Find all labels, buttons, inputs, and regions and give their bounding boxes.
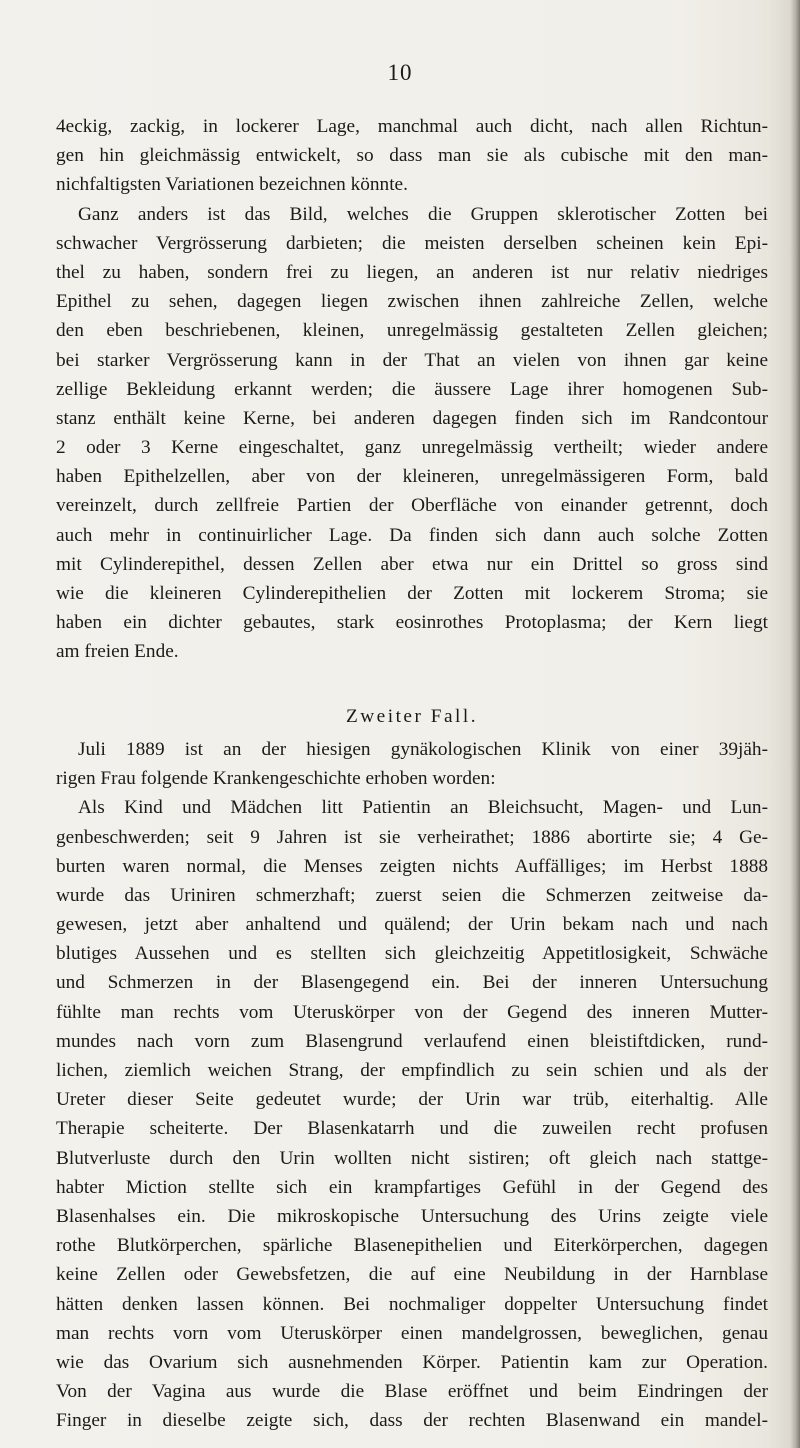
text-line: und Schmerzen in der Blasengegend ein. Bei der inneren Untersuchung [56,972,768,994]
text-line: Ureter dieser Seite gedeutet wurde; der Urin war trüb, eiterhaltig. Alle [56,1089,768,1111]
text-line: haben Epithelzellen, aber von der kleineren, unregelmässigeren Form, bald [56,466,768,488]
text-line: genbeschwerden; seit 9 Jahren ist sie verheirathet; 1886 abortirte sie; 4 Ge- [56,826,768,848]
text-line: Ganz anders ist das Bild, welches die Gruppen sklerotischer Zotten bei [78,203,768,225]
text-line: Epithel zu sehen, dagegen liegen zwischen ihnen zahlreiche Zellen, welche [56,291,768,313]
text-line: thel zu haben, sondern frei zu liegen, an anderen ist nur relativ niedriges [56,261,768,283]
paragraph [56,112,768,200]
text-line: den eben beschriebenen, kleinen, unregelmässig gestalteten Zellen gleichen; [56,320,768,342]
text-line: am freien Ende. [56,641,179,663]
text-line: fühlte man rechts vom Uteruskörper von der Gegend des inneren Mutter- [56,1001,768,1023]
text-line: wie die kleineren Cylinderepithelien der Zotten mit lockerem Stroma; sie [56,583,768,604]
text-line: Als Kind und Mädchen litt Patientin an Bleichsucht, Magen- und Lun- [78,797,768,819]
text-line: Juli 1889 ist an der hiesigen gynäkologischen Klinik von einer 39jäh- [78,738,768,760]
text-line: stanz enthält keine Kerne, bei anderen dagegen finden sich im Randcontour [56,407,768,429]
text-line: 4eckig, zackig, in lockerer Lage, manchmal auch dicht, nach allen Richtun- [56,116,768,137]
blank-line [56,667,768,696]
text-line: rigen Frau folgende Krankengeschichte erhoben worden: [56,768,496,790]
text-line: wurde das Uriniren schmerzhaft; zuerst seien die Schmerzen zeitweise da- [56,884,768,906]
body-text [56,112,768,1435]
text-line: Von der Vagina aus wurde die Blase eröffnet und beim Eindringen der [56,1381,768,1403]
text-line: burten waren normal, die Menses zeigten nichts Auffälliges; im Herbst 1888 [56,855,768,877]
text-line: habter Miction stellte sich ein krampfartiges Gefühl in der Gegend des [56,1176,768,1198]
text-line: wie das Ovarium sich ausnehmenden Körper. Patientin kam zur Operation. [56,1351,768,1373]
text-line: lichen, ziemlich weichen Strang, der empfindlich zu sein schien und als der [56,1060,768,1081]
text-line: 2 oder 3 Kerne eingeschaltet, ganz unregelmässig vertheilt; wieder andere [56,437,768,459]
text-line: gewesen, jetzt aber anhaltend und quälend; der Urin bekam nach und nach [56,914,768,936]
text-line: haben ein dichter gebautes, stark eosinrothes Protoplasma; der Kern liegt [56,612,768,634]
text-line: blutiges Aussehen und es stellten sich gleichzeitig Appetitlosigkeit, Schwäche [56,943,768,965]
text-line: Therapie scheiterte. Der Blasenkatarrh und die zuweilen recht profusen [56,1118,768,1140]
paragraph [56,735,768,793]
section-heading: Zweiter Fall. [345,705,479,727]
text-line: zellige Bekleidung erkannt werden; die äussere Lage ihrer homogenen Sub- [56,378,768,400]
paragraph [56,793,768,1435]
text-line: Blasenhalses ein. Die mikroskopische Untersuchung des Urins zeigte viele [56,1205,768,1227]
text-line: bei starker Vergrösserung kann in der That an vielen von ihnen gar keine [56,349,768,371]
paragraph [56,200,768,667]
page-number: 10 [387,60,413,85]
text-line: gen hin gleichmässig entwickelt, so dass man sie als cubische mit den man- [56,145,768,167]
text-line: vereinzelt, durch zellfreie Partien der Oberfläche von einander getrennt, doch [56,495,768,517]
text-line: schwacher Vergrösserung darbieten; die meisten derselben scheinen kein Epi- [56,232,768,254]
text-line: rothe Blutkörperchen, spärliche Blasenepithelien und Eiterkörperchen, dagegen [56,1235,768,1257]
text-line: nichfaltigsten Variationen bezeichnen könnte. [56,174,408,196]
text-line: Finger in dieselbe zeigte sich, dass der rechten Blasenwand ein mandel- [56,1410,768,1432]
text-line: keine Zellen oder Gewebsfetzen, die auf eine Neubildung in der Harnblase [56,1264,768,1286]
text-line: mundes nach vorn zum Blasengrund verlaufend einen bleistiftdicken, rund- [56,1030,768,1052]
text-line: man rechts vorn vom Uteruskörper einen mandelgrossen, beweglichen, genau [56,1322,768,1344]
book-spine-shadow [790,0,800,1448]
text-line: auch mehr in continuirlicher Lage. Da finden sich dann auch solche Zotten [56,524,768,546]
text-line: mit Cylinderepithel, dessen Zellen aber etwa nur ein Drittel so gross sind [56,553,768,575]
text-line: hätten denken lassen können. Bei nochmaliger doppelter Untersuchung findet [56,1293,768,1315]
text-line: Blutverluste durch den Urin wollten nicht sistiren; oft gleich nach stattge- [56,1147,768,1169]
